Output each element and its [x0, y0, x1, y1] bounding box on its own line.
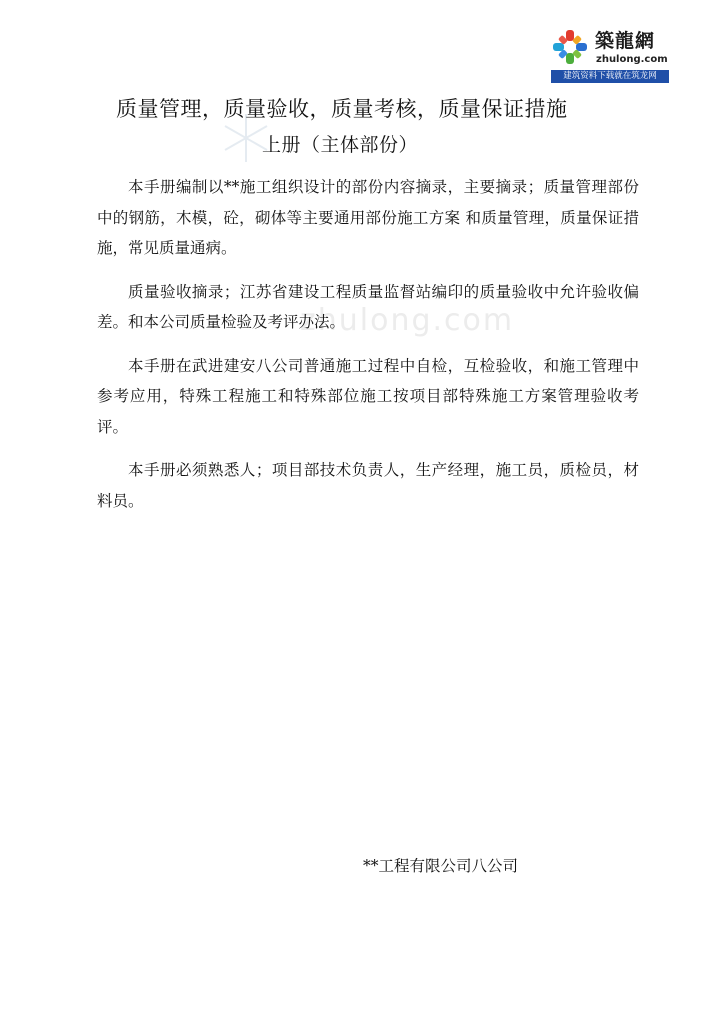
- document-body: [97, 172, 639, 529]
- logo-brand-name: 築龍網: [595, 30, 656, 52]
- paragraph-acceptance: 质量验收摘录；江苏省建设工程质量监督站编印的质量验收中允许验收偏差。和本公司质量检验及考评办法。: [97, 282, 639, 331]
- document-title: 质量管理，质量验收，质量考核，质量保证措施: [116, 97, 568, 121]
- logo-banner: 建筑资料下载就在筑龙网: [551, 70, 669, 83]
- watermark-text: zhulong.com: [300, 303, 515, 338]
- company-signature: **工程有限公司八公司: [363, 857, 519, 875]
- zhulong-logo: [551, 24, 671, 86]
- paragraph-scope: 本手册编制以**施工组织设计的部份内容摘录，主要摘录；质量管理部份中的钢筋，木模，砼，砌体等主要通用部份施工方案 和质量管理，质量保证措施，常见质量通病。: [97, 178, 639, 257]
- logo-url: zhulong.com: [596, 54, 668, 65]
- flower-logo-icon: [551, 28, 589, 66]
- document-subtitle: 上册（主体部份）: [262, 134, 419, 156]
- paragraph-usage: 本手册在武进建安八公司普通施工过程中自检，互检验收，和施工管理中参考应用，特殊工程施工和特殊部位施工按项目部特殊施工方案管理验收考评。: [97, 356, 639, 436]
- paragraph-audience: 本手册必须熟悉人；项目部技术负责人，生产经理，施工员，质检员，材料员。: [97, 461, 639, 510]
